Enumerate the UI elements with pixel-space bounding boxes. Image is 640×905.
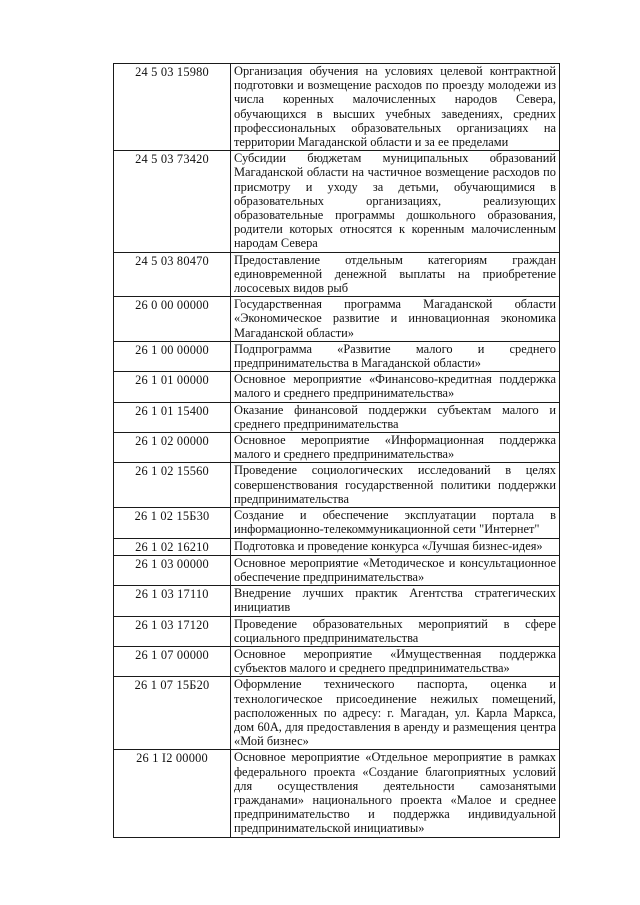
row-code: 24 5 03 80470: [114, 252, 231, 297]
row-description: Оформление технического паспорта, оценка и технологическое присоединение нежилых помещений, расположенных по адресу: г. Магадан, ул. Карла Маркса, дом 60А, для предоставления в аренду и размещения центра «Мой бизнес»: [231, 677, 560, 750]
row-description: Основное мероприятие «Методическое и консультационное обеспечение предпринимательства»: [231, 555, 560, 585]
row-code: 24 5 03 15980: [114, 64, 231, 151]
table-row: [114, 616, 560, 646]
row-code: 26 1 03 17120: [114, 616, 231, 646]
row-description: Подпрограмма «Развитие малого и среднего предпринимательства в Магаданской области»: [231, 341, 560, 371]
row-description: Основное мероприятие «Финансово-кредитная поддержка малого и среднего предпринимательства»: [231, 372, 560, 402]
row-code: 26 1 00 00000: [114, 341, 231, 371]
table-row: [114, 341, 560, 371]
row-code: 26 0 00 00000: [114, 297, 231, 342]
row-code: 26 1 07 15Б20: [114, 677, 231, 750]
row-description: Оказание финансовой поддержки субъектам малого и среднего предпринимательства: [231, 402, 560, 432]
table-row: [114, 555, 560, 585]
row-description: Подготовка и проведение конкурса «Лучшая бизнес-идея»: [231, 538, 560, 555]
budget-classification-table: [113, 63, 560, 838]
row-description: Проведение образовательных мероприятий в сфере социального предпринимательства: [231, 616, 560, 646]
table-row: [114, 750, 560, 837]
row-description: Основное мероприятие «Имущественная поддержка субъектов малого и среднего предпринимательства»: [231, 646, 560, 676]
table-row: [114, 646, 560, 676]
table-row: [114, 402, 560, 432]
table-row: [114, 586, 560, 616]
row-code: 26 1 01 15400: [114, 402, 231, 432]
table-row: [114, 252, 560, 297]
row-description: Основное мероприятие «Отдельное мероприятие в рамках федерального проекта «Создание благоприятных условий для осуществления деятельности самозанятыми гражданами» национального проекта «Малое и среднее предпринимательство и поддержка индивидуальной предпринимательской инициативы»: [231, 750, 560, 837]
row-description: Государственная программа Магаданской области «Экономическое развитие и инновационная экономика Магаданской области»: [231, 297, 560, 342]
row-code: 26 1 02 15Б30: [114, 508, 231, 538]
row-code: 26 1 01 00000: [114, 372, 231, 402]
row-code: 26 1 I2 00000: [114, 750, 231, 837]
row-code: 26 1 03 17110: [114, 586, 231, 616]
row-code: 26 1 02 15560: [114, 463, 231, 508]
row-code: 26 1 02 16210: [114, 538, 231, 555]
row-code: 26 1 02 00000: [114, 433, 231, 463]
table-row: [114, 538, 560, 555]
table-row: [114, 677, 560, 750]
table-row: [114, 463, 560, 508]
table-row: [114, 433, 560, 463]
row-description: Предоставление отдельным категориям граждан единовременной денежной выплаты на приобретение лососевых видов рыб: [231, 252, 560, 297]
table-row: [114, 508, 560, 538]
row-description: Субсидии бюджетам муниципальных образований Магаданской области на частичное возмещение расходов по присмотру и уходу за детьми, обучающимися в образовательных организациях, реализующих образовательные программы дошкольного образования, родители которых относятся к коренным малочисленным народам Севера: [231, 151, 560, 252]
table-row: [114, 64, 560, 151]
table-row: [114, 297, 560, 342]
row-description: Внедрение лучших практик Агентства стратегических инициатив: [231, 586, 560, 616]
row-description: Создание и обеспечение эксплуатации портала в информационно-телекоммуникационной сети "Интернет": [231, 508, 560, 538]
row-code: 24 5 03 73420: [114, 151, 231, 252]
row-description: Проведение социологических исследований в целях совершенствования государственной политики поддержки предпринимательства: [231, 463, 560, 508]
table-row: [114, 151, 560, 252]
table-body: [114, 64, 560, 838]
table-row: [114, 372, 560, 402]
row-description: Основное мероприятие «Информационная поддержка малого и среднего предпринимательства»: [231, 433, 560, 463]
row-description: Организация обучения на условиях целевой контрактной подготовки и возмещение расходов по проезду молодежи из числа коренных малочисленных народов Севера, обучающихся в высших учебных заведениях, средних профессиональных образовательных организациях на территории Магаданской области и за ее пределами: [231, 64, 560, 151]
row-code: 26 1 07 00000: [114, 646, 231, 676]
row-code: 26 1 03 00000: [114, 555, 231, 585]
